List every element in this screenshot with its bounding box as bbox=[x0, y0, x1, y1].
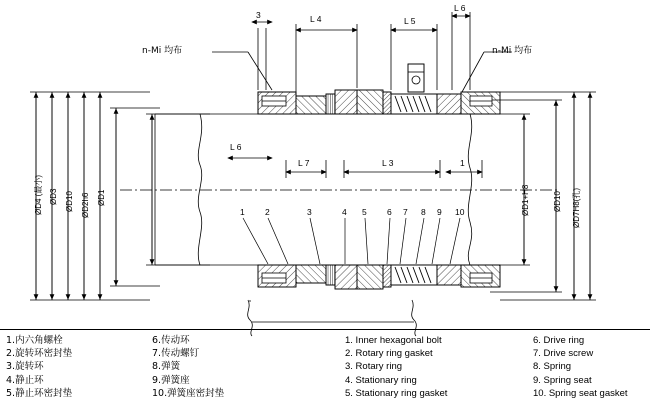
legend-item: 5. Stationary ring gasket bbox=[345, 387, 448, 399]
legend-item: 1. Inner hexagonal bolt bbox=[345, 335, 442, 346]
dim-label-l7: L 7 bbox=[298, 158, 310, 168]
dim-label-l5: L 5 bbox=[404, 16, 416, 26]
item-number-2: 2 bbox=[265, 207, 270, 217]
legend-item: 9.弹簧座 bbox=[152, 374, 190, 386]
legend-item: 2. Rotary ring gasket bbox=[345, 348, 433, 360]
legend-item: 4. Stationary ring bbox=[345, 374, 417, 386]
item-number-4: 4 bbox=[342, 207, 347, 217]
dia-label-d2h6: ØD2h6 bbox=[81, 192, 90, 218]
item-number-6: 6 bbox=[387, 207, 392, 217]
legend-item: 2.旋转环密封垫 bbox=[6, 348, 73, 360]
item-number-3: 3 bbox=[307, 207, 312, 217]
legend-chinese-column-2 bbox=[152, 334, 224, 400]
legend-item: 6. Drive ring bbox=[533, 335, 585, 346]
dia-label-d10-right: ØD10 bbox=[553, 191, 562, 212]
legend-english-column-1 bbox=[345, 334, 447, 400]
dia-label-d10: ØD10 bbox=[65, 191, 74, 212]
legend-item: 4.静止环 bbox=[6, 374, 44, 386]
legend-item: 3. Rotary ring bbox=[345, 361, 403, 373]
legend-item: 9. Spring seat bbox=[533, 374, 592, 386]
legend-item: 10.弹簧座密封垫 bbox=[152, 387, 225, 399]
dia-label-d7-h8: ØD7H8(孔) bbox=[572, 187, 581, 228]
dim-label-right-1: 1 bbox=[460, 158, 465, 168]
item-number-10: 10 bbox=[455, 207, 465, 217]
legend-item: 10. Spring seat gasket bbox=[533, 387, 628, 399]
parts-legend bbox=[0, 334, 650, 419]
legend-english-column-2 bbox=[533, 334, 628, 400]
legend-item: 1.内六角螺栓 bbox=[6, 335, 63, 346]
legend-chinese-column-1 bbox=[6, 334, 72, 400]
item-number-7: 7 bbox=[403, 207, 408, 217]
legend-item: 8. Spring bbox=[533, 361, 572, 373]
dim-label-l3: L 3 bbox=[382, 158, 394, 168]
item-number-5: 5 bbox=[362, 207, 367, 217]
dia-label-d1: ØD1 bbox=[97, 189, 106, 206]
dim-label-l6-top: L 6 bbox=[454, 3, 466, 13]
dim-label-l4: L 4 bbox=[310, 14, 322, 24]
item-number-9: 9 bbox=[437, 207, 442, 217]
legend-item: 8.弹簧 bbox=[152, 361, 181, 373]
legend-divider bbox=[0, 329, 650, 330]
callout-right-thread: n-Mⅰ 均布 bbox=[492, 46, 533, 56]
item-number-8: 8 bbox=[421, 207, 426, 217]
legend-item: 6.传动环 bbox=[152, 335, 190, 346]
dia-label-d4: ØD4 (最小) bbox=[34, 175, 43, 215]
dia-label-d1-h8: ØD1+H8 bbox=[521, 184, 530, 216]
dim-label-l6: L 6 bbox=[230, 142, 242, 152]
legend-item: 3.旋转环 bbox=[6, 361, 44, 373]
callout-left-thread: n-Mⅰ 均布 bbox=[142, 46, 183, 56]
dia-label-d3: ØD3 bbox=[49, 188, 58, 205]
legend-item: 5.静止环密封垫 bbox=[6, 387, 73, 399]
item-number-1: 1 bbox=[240, 207, 245, 217]
legend-item: 7. Drive screw bbox=[533, 348, 594, 360]
dim-label-3: 3 bbox=[256, 10, 261, 20]
legend-item: 7.传动螺钉 bbox=[152, 348, 200, 360]
